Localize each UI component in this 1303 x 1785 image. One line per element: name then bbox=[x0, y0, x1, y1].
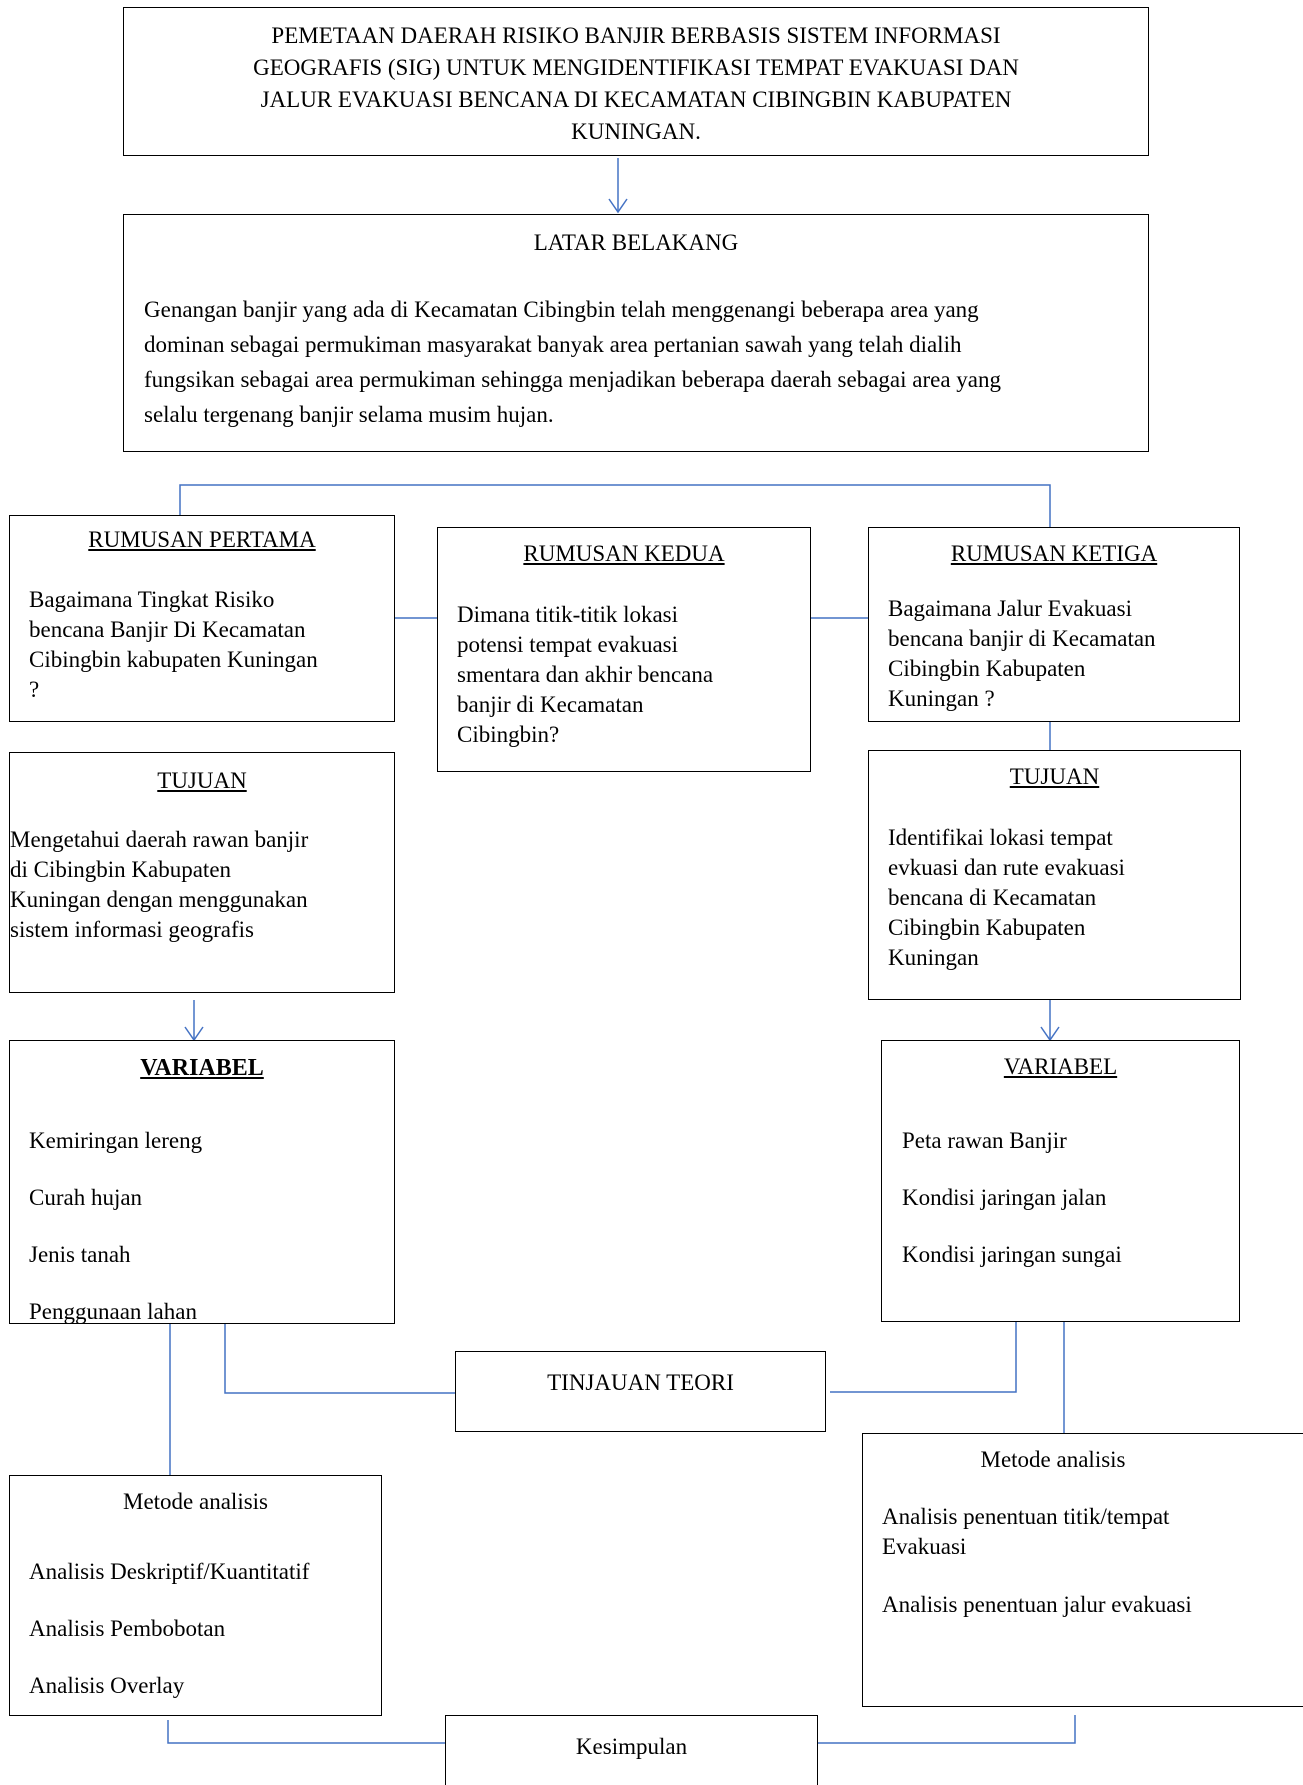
latar-line: selalu tergenang banjir selama musim hujan. bbox=[144, 402, 554, 427]
rumusan-kedua-line: potensi tempat evakuasi bbox=[457, 632, 678, 657]
title-line: JALUR EVAKUASI BENCANA DI KECAMATAN CIBINGBIN KABUPATEN bbox=[260, 87, 1012, 112]
latar-line: Genangan banjir yang ada di Kecamatan Cibingbin telah menggenangi beberapa area yang bbox=[144, 297, 979, 322]
title-line: KUNINGAN. bbox=[571, 119, 701, 144]
connector-metode-left-kesimpulan bbox=[168, 1720, 445, 1743]
variabel-left-item: Curah hujan bbox=[29, 1185, 143, 1210]
tinjauan-teori-label: TINJAUAN TEORI bbox=[547, 1370, 734, 1395]
tinjauan-teori-box bbox=[455, 1351, 826, 1432]
metode-right-item: Evakuasi bbox=[882, 1534, 967, 1559]
tujuan-left-line: di Cibingbin Kabupaten bbox=[10, 857, 232, 882]
rumusan-ketiga-heading: RUMUSAN KETIGA bbox=[950, 541, 1158, 566]
tujuan-right-line: bencana di Kecamatan bbox=[888, 885, 1097, 910]
variabel-left-box bbox=[9, 1040, 395, 1324]
latar-line: dominan sebagai permukiman masyarakat banyak area pertanian sawah yang telah dialih bbox=[144, 332, 962, 357]
rumusan-pertama-box bbox=[9, 515, 395, 722]
metode-left-item: Analisis Pembobotan bbox=[29, 1616, 226, 1641]
latar-line: fungsikan sebagai area permukiman sehingga menjadikan beberapa daerah sebagai area yang bbox=[144, 367, 1001, 392]
title-line: GEOGRAFIS (SIG) UNTUK MENGIDENTIFIKASI TEMPAT EVAKUASI DAN bbox=[253, 55, 1019, 80]
variabel-right-item: Peta rawan Banjir bbox=[902, 1128, 1067, 1153]
rumusan-ketiga-line: Kuningan ? bbox=[888, 686, 995, 711]
rumusan-kedua-heading: RUMUSAN KEDUA bbox=[523, 541, 725, 566]
variabel-right-item: Kondisi jaringan sungai bbox=[902, 1242, 1122, 1267]
rumusan-pertama-line: bencana Banjir Di Kecamatan bbox=[29, 617, 306, 642]
rumusan-kedua-line: smentara dan akhir bencana bbox=[457, 662, 714, 687]
rumusan-ketiga-line: bencana banjir di Kecamatan bbox=[888, 626, 1156, 651]
latar-heading: LATAR BELAKANG bbox=[533, 230, 739, 255]
rumusan-ketiga-box bbox=[868, 527, 1240, 722]
tujuan-left-line: sistem informasi geografis bbox=[10, 917, 255, 942]
metode-right-item: Analisis penentuan titik/tempat bbox=[882, 1504, 1170, 1529]
variabel-left-item: Jenis tanah bbox=[29, 1242, 131, 1267]
rumusan-kedua-line: Cibingbin? bbox=[457, 722, 560, 747]
rumusan-pertama-line: ? bbox=[29, 677, 40, 702]
title-line: PEMETAAN DAERAH RISIKO BANJIR BERBASIS SISTEM INFORMASI bbox=[271, 23, 1001, 48]
variabel-left-item: Penggunaan lahan bbox=[29, 1299, 197, 1324]
tujuan-right-line: Kuningan bbox=[888, 945, 979, 970]
metode-right-item: Analisis penentuan jalur evakuasi bbox=[882, 1592, 1192, 1617]
latar-belakang-box bbox=[123, 214, 1149, 452]
variabel-right-heading: VARIABEL bbox=[1003, 1054, 1118, 1079]
tujuan-left-heading: TUJUAN bbox=[157, 768, 247, 793]
rumusan-kedua-line: banjir di Kecamatan bbox=[457, 692, 644, 717]
kesimpulan-box bbox=[445, 1715, 818, 1785]
connector-metode-right-kesimpulan bbox=[818, 1715, 1075, 1743]
tujuan-right-box bbox=[868, 750, 1241, 1000]
rumusan-pertama-heading: RUMUSAN PERTAMA bbox=[88, 527, 316, 552]
rumusan-ketiga-line: Cibingbin Kabupaten bbox=[888, 656, 1086, 681]
metode-analisis-left-box bbox=[9, 1475, 382, 1716]
rumusan-pertama-line: Cibingbin kabupaten Kuningan bbox=[29, 647, 318, 672]
metode-analisis-right-box bbox=[862, 1433, 1303, 1707]
tujuan-right-line: Cibingbin Kabupaten bbox=[888, 915, 1086, 940]
variabel-left-item: Kemiringan lereng bbox=[29, 1128, 203, 1153]
title-box bbox=[123, 7, 1149, 156]
tujuan-right-line: Identifikai lokasi tempat bbox=[888, 825, 1113, 850]
metode-left-item: Analisis Deskriptif/Kuantitatif bbox=[29, 1559, 310, 1584]
tujuan-left-line: Kuningan dengan menggunakan bbox=[10, 887, 308, 912]
connector-variabel-right-tinjauan bbox=[830, 1322, 1016, 1392]
variabel-right-box bbox=[881, 1040, 1240, 1322]
metode-left-item: Analisis Overlay bbox=[29, 1673, 185, 1698]
variabel-left-heading: VARIABEL bbox=[140, 1055, 264, 1081]
rumusan-kedua-line: Dimana titik-titik lokasi bbox=[457, 602, 679, 627]
connector-variabel-left-tinjauan bbox=[225, 1318, 455, 1393]
metode-left-heading: Metode analisis bbox=[123, 1489, 268, 1514]
tujuan-right-heading: TUJUAN bbox=[1009, 764, 1100, 789]
rumusan-kedua-box bbox=[437, 527, 811, 772]
rumusan-ketiga-line: Bagaimana Jalur Evakuasi bbox=[888, 596, 1132, 621]
tujuan-left-box bbox=[9, 752, 395, 993]
variabel-right-item: Kondisi jaringan jalan bbox=[902, 1185, 1107, 1210]
kesimpulan-label: Kesimpulan bbox=[575, 1734, 688, 1759]
tujuan-right-line: evkuasi dan rute evakuasi bbox=[888, 855, 1125, 880]
metode-right-heading: Metode analisis bbox=[980, 1447, 1126, 1472]
rumusan-pertama-line: Bagaimana Tingkat Risiko bbox=[29, 587, 275, 612]
tujuan-left-line: Mengetahui daerah rawan banjir bbox=[10, 827, 309, 852]
